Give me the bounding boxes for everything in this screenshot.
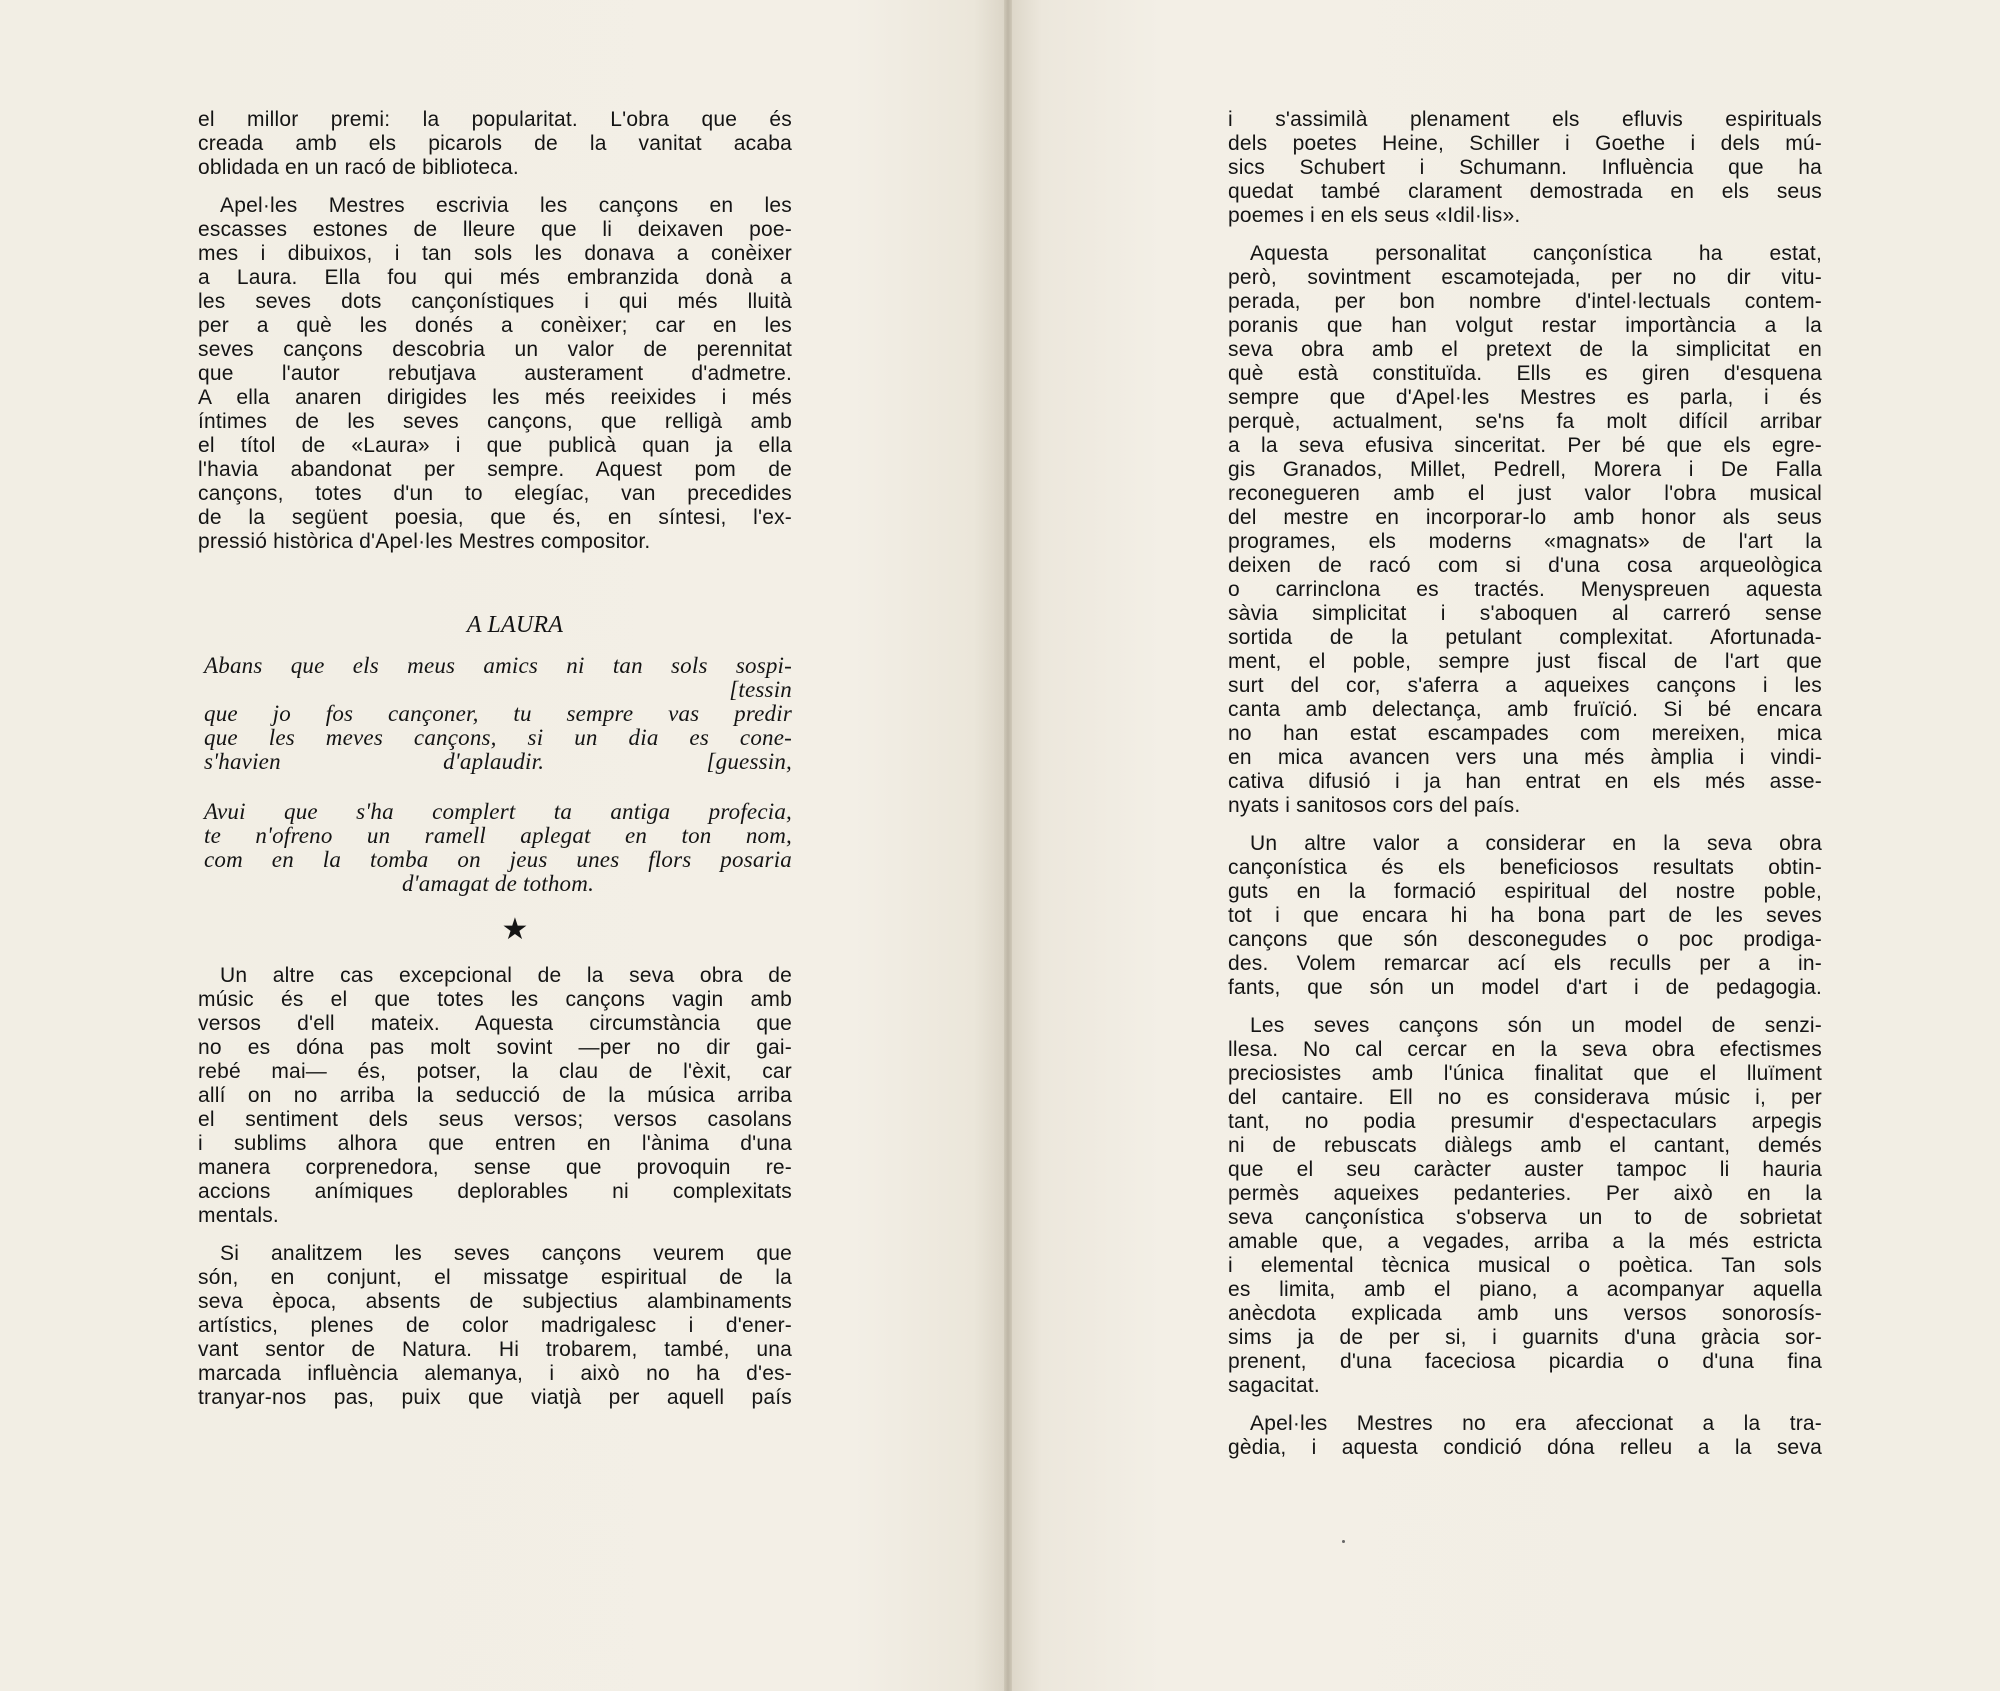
text-line: tot i que encara hi ha bona part de les seves [1228, 904, 1822, 927]
text-line: què està constituïda. Ells es giren d'esquena [1228, 362, 1822, 385]
text-line: que l'autor rebutjava austerament d'admetre. [198, 362, 792, 385]
text-line: sortida de la petulant complexitat. Afortunada- [1228, 626, 1822, 649]
text-line: Apel·les Mestres no era afeccionat a la tra- [1250, 1412, 1822, 1435]
poem-verse: com en la tomba on jeus unes flors posaria [204, 847, 792, 872]
text-line: perquè, actualment, se'ns fa molt difícil arribar [1228, 410, 1822, 433]
text-line: seves cançons descobria un valor de perennitat [198, 338, 792, 361]
section-gap [198, 554, 792, 610]
poem-verse: Avui que s'ha complert ta antiga profecia, [204, 799, 792, 824]
left-paragraph-1 [198, 108, 792, 180]
text-line: reconegueren amb el just valor l'obra musical [1228, 482, 1822, 505]
poem-verse: que jo fos cançoner, tu sempre vas predir [204, 701, 792, 726]
text-line: pressió històrica d'Apel·les Mestres compositor. [198, 530, 651, 553]
text-line: marcada influència alemanya, i això no ha d'es- [198, 1362, 792, 1385]
text-line: seva cançonística s'observa un to de sobrietat [1228, 1206, 1822, 1229]
text-line: accions anímiques deplorables ni complexitats [198, 1180, 792, 1203]
text-line: que el seu caràcter auster tampoc li hauria [1228, 1158, 1822, 1181]
text-line: canta amb delectança, amb fruïció. Si bé encara [1228, 698, 1822, 721]
right-page [1012, 0, 2000, 1691]
text-line: surt del cor, s'aferra a aqueixes cançons i les [1228, 674, 1822, 697]
text-line: gèdia, i aquesta condició dóna relleu a la seva [1228, 1436, 1822, 1459]
text-line: sempre que d'Apel·les Mestres es parla, i és [1228, 386, 1822, 409]
poem-stanza-1 [198, 654, 792, 774]
text-line: ni de rebuscats diàlegs amb el cantant, demés [1228, 1134, 1822, 1157]
text-line: es limita, amb el piano, a acompanyar aquella [1228, 1278, 1822, 1301]
text-line: seva època, absents de subjectius alambinaments [198, 1290, 792, 1313]
text-line: fants, que són un model d'art i de pedagogia. [1228, 976, 1822, 999]
text-line: són, en conjunt, el missatge espiritual de la [198, 1266, 792, 1289]
poem-stanza-2 [198, 800, 792, 896]
left-paragraph-4 [198, 1242, 792, 1410]
book-gutter [1004, 0, 1012, 1691]
poem-verse: te n'ofreno un ramell aplegat en ton nom, [204, 823, 792, 848]
text-line: Si analitzem les seves cançons veurem que [220, 1242, 792, 1265]
text-line: oblidada en un racó de biblioteca. [198, 156, 519, 179]
text-line: tranyar-nos pas, puix que viatjà per aquell país [198, 1386, 792, 1409]
poem-verse: [tessin [729, 677, 792, 702]
text-line: no han estat escampades com mereixen, mica [1228, 722, 1822, 745]
text-line: cançons que són desconegudes o poc prodiga- [1228, 928, 1822, 951]
text-line: a la seva efusiva sinceritat. Per bé que els egre- [1228, 434, 1822, 457]
text-line: gis Granados, Millet, Pedrell, Morera i De Falla [1228, 458, 1822, 481]
text-line: guts en la formació espiritual del nostre poble, [1228, 880, 1822, 903]
text-line: anècdota explicada amb uns versos sonorosís- [1228, 1302, 1822, 1325]
text-line: poemes i en els seus «Idil·lis». [1228, 204, 1521, 227]
text-line: dels poetes Heine, Schiller i Goethe i dels mú- [1228, 132, 1822, 155]
text-line: vant sentor de Natura. Hi trobarem, també, una [198, 1338, 792, 1361]
text-line: versos d'ell mateix. Aquesta circumstància que [198, 1012, 792, 1035]
text-line: íntimes de les seves cançons, que relligà amb [198, 410, 792, 433]
text-line: artístics, plenes de color madrigalesc i d'ener- [198, 1314, 792, 1337]
star-ornament: ★ [501, 913, 529, 946]
text-line: el millor premi: la popularitat. L'obra que és [198, 108, 792, 131]
text-line: seva obra amb el pretext de la simplicitat en [1228, 338, 1822, 361]
text-line: cançonística és els beneficiosos resultats obtin- [1228, 856, 1822, 879]
text-line: llesa. No cal cercar en la seva obra efectismes [1228, 1038, 1822, 1061]
text-line: allí on no arriba la seducció de la música arriba [198, 1084, 792, 1107]
text-line: sàvia simplicitat i s'aboquen al carreró sense [1228, 602, 1822, 625]
section-gap [198, 640, 792, 654]
text-line: deixen de racó com si d'una cosa arqueològica [1228, 554, 1822, 577]
paragraph-gap [198, 1228, 792, 1242]
text-line: quedat també clarament demostrada en els seus [1228, 180, 1822, 203]
text-line: manera corprenedora, sense que provoquin re- [198, 1156, 792, 1179]
text-line: A ella anaren dirigides les més reeixides i més [198, 386, 792, 409]
text-line: i s'assimilà plenament els efluvis espirituals [1228, 108, 1822, 131]
right-paragraph-1 [1228, 108, 1822, 228]
text-line: nyats i sanitosos cors del país. [1228, 794, 1521, 817]
paragraph-gap [1228, 1000, 1822, 1014]
text-line: creada amb els picarols de la vanitat acaba [198, 132, 792, 155]
text-line: sagacitat. [1228, 1374, 1320, 1397]
right-paragraph-2 [1228, 242, 1822, 818]
text-line: prenent, d'una faceciosa picardia o d'una fina [1228, 1350, 1822, 1373]
text-line: escasses estones de lleure que li deixaven poe- [198, 218, 792, 241]
text-line: i sublims alhora que entren en l'ànima d'una [198, 1132, 792, 1155]
poem-title: A LAURA [466, 612, 564, 638]
left-text-column [198, 108, 792, 1410]
text-line: de la següent poesia, que és, en síntesi, l'ex- [198, 506, 792, 529]
text-line: i elemental tècnica musical o poètica. Tan sols [1228, 1254, 1822, 1277]
text-line: el títol de «Laura» i que publicà quan ja ella [198, 434, 792, 457]
text-line: perada, per bon nombre d'intel·lectuals contem- [1228, 290, 1822, 313]
text-line: no es dóna pas molt sovint —per no dir gai- [198, 1036, 792, 1059]
paper-speck [1342, 1540, 1345, 1543]
text-line: programes, els moderns «magnats» de l'art la [1228, 530, 1822, 553]
poem-verse: que les meves cançons, si un dia es cone- [204, 725, 792, 750]
paragraph-gap [1228, 818, 1822, 832]
text-line: en mica avancen vers una més àmplia i vindi- [1228, 746, 1822, 769]
poem-verse: s'havien d'aplaudir. [guessin, [204, 749, 792, 774]
text-line: les seves dots cançonístiques i qui més lluità [198, 290, 792, 313]
text-line: permès aqueixes pedanteries. Per això en la [1228, 1182, 1822, 1205]
right-paragraph-5 [1228, 1412, 1822, 1460]
paragraph-gap [1228, 1398, 1822, 1412]
text-line: per a què les donés a conèixer; car en les [198, 314, 792, 337]
text-line: cativa difusió i ja han entrat en els més asse- [1228, 770, 1822, 793]
poem-verse: Abans que els meus amics ni tan sols sospi- [204, 653, 792, 678]
text-line: Aquesta personalitat cançonística ha estat, [1250, 242, 1822, 265]
poem-verse: d'amagat de tothom. [401, 871, 595, 896]
text-line: músic és el que totes les cançons vagin amb [198, 988, 792, 1011]
section-gap [198, 950, 792, 964]
text-line: sics Schubert i Schumann. Influència que ha [1228, 156, 1822, 179]
text-line: del cantaire. Ell no es considerava músic i, per [1228, 1086, 1822, 1109]
text-line: rebé mai— és, potser, la clau de l'èxit, car [198, 1060, 792, 1083]
text-line: des. Volem remarcar ací els reculls per a in- [1228, 952, 1822, 975]
text-line: Les seves cançons són un model de senzi- [1250, 1014, 1822, 1037]
text-line: tant, no podia presumir d'espectaculars arpegis [1228, 1110, 1822, 1133]
text-line: mes i dibuixos, i tan sols les donava a conèixer [198, 242, 792, 265]
text-line: poranis que han volgut restar importància a la [1228, 314, 1822, 337]
stanza-gap [198, 774, 792, 800]
text-line: o carrinclona es tractés. Menyspreuen aquesta [1228, 578, 1822, 601]
text-line: del mestre en incorporar-lo amb honor als seus [1228, 506, 1822, 529]
left-paragraph-2 [198, 194, 792, 554]
text-line: mentals. [198, 1204, 279, 1227]
right-paragraph-4 [1228, 1014, 1822, 1398]
paragraph-gap [198, 180, 792, 194]
text-line: Apel·les Mestres escrivia les cançons en les [220, 194, 792, 217]
section-gap [198, 896, 792, 910]
text-line: el sentiment dels seus versos; versos casolans [198, 1108, 792, 1131]
text-line: l'havia abandonat per sempre. Aquest pom de [198, 458, 792, 481]
text-line: Un altre cas excepcional de la seva obra de [220, 964, 792, 987]
right-text-column [1228, 108, 1822, 1460]
text-line: Un altre valor a considerar en la seva obra [1250, 832, 1822, 855]
text-line: però, sovintment escamotejada, per no dir vitu- [1228, 266, 1822, 289]
text-line: a Laura. Ella fou qui més embranzida donà a [198, 266, 792, 289]
text-line: cançons, totes d'un to elegíac, van precedides [198, 482, 792, 505]
paragraph-gap [1228, 228, 1822, 242]
text-line: ment, el poble, sempre just fiscal de l'art que [1228, 650, 1822, 673]
text-line: sims ja de per si, i guarnits d'una gràcia sor- [1228, 1326, 1822, 1349]
right-paragraph-3 [1228, 832, 1822, 1000]
left-paragraph-3 [198, 964, 792, 1228]
text-line: preciosistes amb l'única finalitat que el lluïment [1228, 1062, 1822, 1085]
text-line: amable que, a vegades, arriba a la més estricta [1228, 1230, 1822, 1253]
